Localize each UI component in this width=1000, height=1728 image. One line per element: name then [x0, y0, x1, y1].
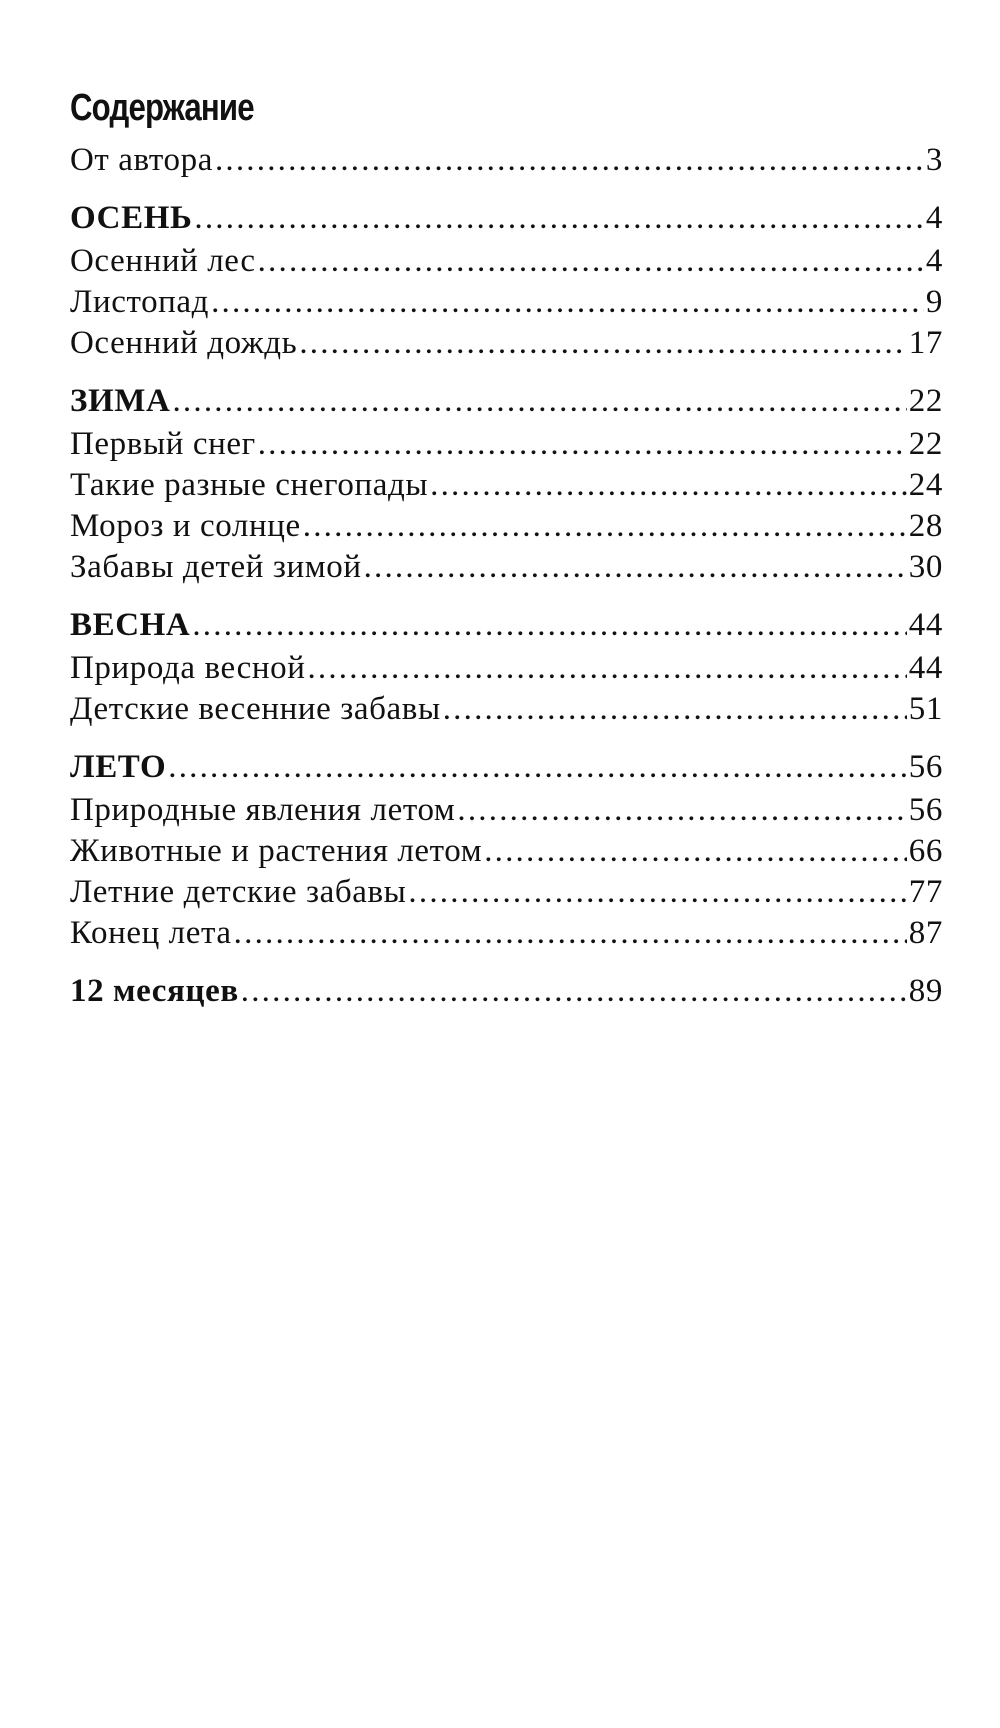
- toc-entry: [70, 506, 943, 547]
- toc-section-entry: [70, 969, 943, 1014]
- toc-entry-title: 12 месяцев: [70, 973, 239, 1009]
- toc-entry-title: Конец лета: [70, 915, 232, 951]
- toc-entry-title: ОСЕНЬ: [70, 200, 193, 236]
- toc-entry-title: Природа весной: [70, 650, 306, 686]
- toc-entry-title: Природные явления летом: [70, 792, 456, 828]
- toc-entry: [70, 790, 943, 831]
- toc-dot-leader: [307, 648, 906, 689]
- toc-entry-title: Мороз и солнце: [70, 508, 301, 544]
- toc-section-entry: [70, 196, 943, 241]
- toc-section-entry: [70, 379, 943, 424]
- toc-entry-page-number: 66: [908, 833, 943, 869]
- toc-entry-title: Первый снег: [70, 426, 256, 462]
- toc-dot-leader: [443, 689, 907, 730]
- toc-dot-leader: [364, 547, 907, 588]
- toc-entry-title: ВЕСНА: [70, 607, 191, 643]
- toc-entry: [70, 241, 943, 282]
- toc-entry-page-number: 44: [908, 607, 943, 643]
- toc-entry-title: Осенний лес: [70, 243, 256, 279]
- toc-dot-leader: [258, 241, 924, 282]
- toc-entry-title: ЗИМА: [70, 383, 171, 419]
- toc-dot-leader: [258, 424, 907, 465]
- toc-entry: [70, 547, 943, 588]
- toc-entry-title: Такие разные снегопады: [70, 467, 429, 503]
- toc-entry-title: От автора: [70, 142, 213, 178]
- toc-dot-leader: [241, 969, 907, 1014]
- toc-section-entry: [70, 745, 943, 790]
- toc-dot-leader: [172, 379, 906, 424]
- toc-entry-page-number: 22: [908, 383, 943, 419]
- toc-dot-leader: [211, 282, 924, 323]
- toc-dot-leader: [457, 790, 906, 831]
- toc-list: [70, 140, 943, 1014]
- toc-entry-page-number: 89: [908, 973, 943, 1009]
- toc-entry: [70, 689, 943, 730]
- toc-entry-title: Летние детские забавы: [70, 874, 407, 910]
- toc-dot-leader: [215, 140, 924, 181]
- toc-section-entry: [70, 603, 943, 648]
- toc-entry: [70, 872, 943, 913]
- toc-heading: Содержание: [70, 87, 254, 129]
- toc-entry-page-number: 56: [908, 792, 943, 828]
- toc-dot-leader: [299, 323, 906, 364]
- toc-entry: [70, 323, 943, 364]
- toc-dot-leader: [408, 872, 906, 913]
- toc-entry-page-number: 9: [925, 284, 943, 320]
- toc-entry-page-number: 30: [908, 549, 943, 585]
- toc-entry-page-number: 17: [908, 325, 943, 361]
- toc-entry-title: Осенний дождь: [70, 325, 298, 361]
- toc-entry: [70, 831, 943, 872]
- toc-dot-leader: [303, 506, 907, 547]
- toc-entry: [70, 282, 943, 323]
- toc-entry-title: ЛЕТО: [70, 749, 167, 785]
- toc-entry-title: Листопад: [70, 284, 210, 320]
- toc-entry-page-number: 24: [908, 467, 943, 503]
- toc-entry-page-number: 4: [925, 243, 943, 279]
- toc-dot-leader: [168, 745, 907, 790]
- toc-entry-page-number: 51: [908, 691, 943, 727]
- toc-entry-page-number: 44: [908, 650, 943, 686]
- toc-entry-page-number: 87: [908, 915, 943, 951]
- toc-entry-title: Животные и растения летом: [70, 833, 483, 869]
- toc-entry: [70, 913, 943, 954]
- toc-entry-page-number: 4: [925, 200, 943, 236]
- table-of-contents-page: [70, 80, 943, 1014]
- toc-entry-page-number: 28: [908, 508, 943, 544]
- toc-entry: [70, 648, 943, 689]
- toc-dot-leader: [234, 913, 907, 954]
- toc-dot-leader: [194, 196, 923, 241]
- toc-entry-title: Детские весенние забавы: [70, 691, 441, 727]
- toc-entry-title: Забавы детей зимой: [70, 549, 362, 585]
- toc-dot-leader: [484, 831, 907, 872]
- toc-entry: [70, 140, 943, 181]
- toc-entry: [70, 465, 943, 506]
- toc-entry-page-number: 22: [908, 426, 943, 462]
- toc-entry-page-number: 3: [925, 142, 943, 178]
- toc-entry-page-number: 77: [908, 874, 943, 910]
- toc-entry-page-number: 56: [908, 749, 943, 785]
- toc-entry: [70, 424, 943, 465]
- toc-dot-leader: [192, 603, 906, 648]
- toc-dot-leader: [430, 465, 907, 506]
